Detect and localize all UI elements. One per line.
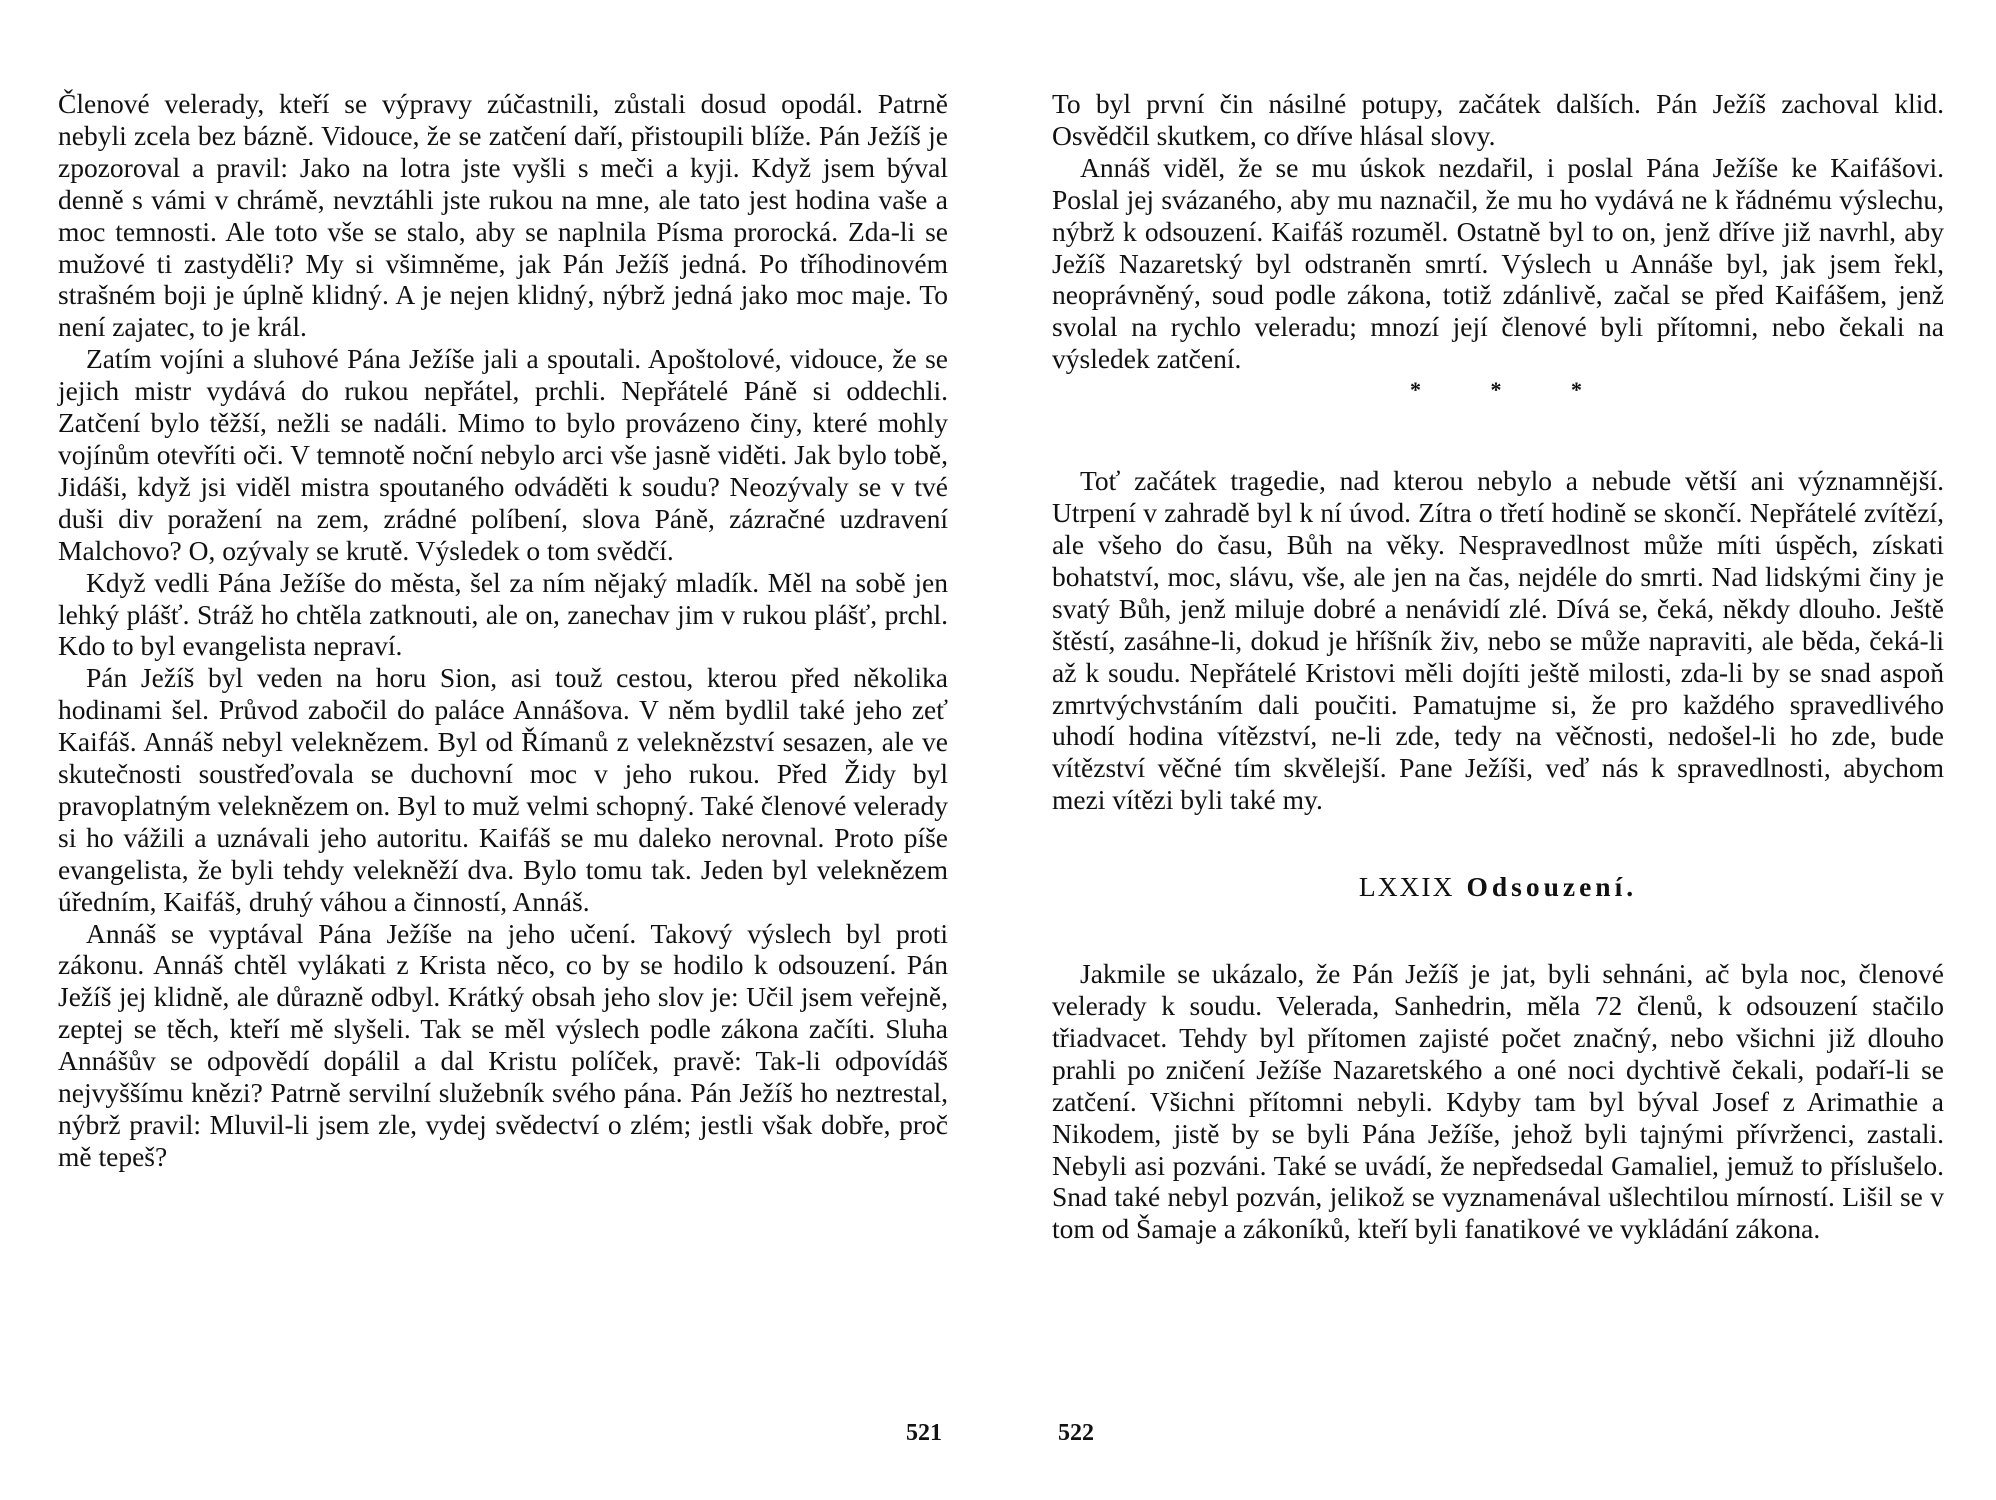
paragraph: Pán Ježíš byl veden na horu Sion, asi touž cestou, kterou před několika hodinami šel. Průvod zabočil do paláce Annášova. V něm bydlil také jeho zeť Kaifáš. Annáš nebyl veleknězem. Byl od Římanů z veleknězství sesazen, ale ve skutečnosti soustřeďovala se duchovní moc v jeho rukou. Před Židy byl pravoplatným veleknězem on. Byl to muž velmi schopný. Také členové velerady si ho vážili a uznávali jeho autoritu. Kaifáš se mu daleko nerovnal. Proto píše evangelista, že byli tehdy velekněží dva. Bylo tomu tak. Jeden byl veleknězem úředním, Kaifáš, druhý váhou a činností, Annáš. [58, 662, 948, 917]
paragraph: Annáš viděl, že se mu úskok nezdařil, i poslal Pána Ježíše ke Kaifášovi. Poslal jej svázaného, aby mu naznačil, že mu ho vydává ne k řádnému výslechu, nýbrž k odsouzení. Kaifáš rozuměl. Ostatně byl to on, jenž dříve již navrhl, aby Ježíš Nazaretský byl odstraněn smrtí. Výslech u Annáše byl, jak jsem řekl, neoprávněný, soud podle zákona, totiž zdánlivě, začal se před Kaifášem, jenž svolal na rychlo veleradu; mnozí její členové byli přítomni, nebo čekali na výsledek zatčení. [1052, 151, 1944, 375]
paragraph: Zatím vojíni a sluhové Pána Ježíše jali a spoutali. Apoštolové, vidouce, že se jejich mistr vydává do rukou nepřátel, prchli. Nepřátelé Páně si oddechli. Zatčení bylo těžší, nežli se nadáli. Mimo to bylo provázeno činy, které mohly vojínům otevříti oči. V temnotě noční nebylo arci vše jasně viděti. Jak bylo tobě, Jidáši, když jsi viděl mistra spoutaného odváděti k soudu? Neozývaly se v tvé duši div poražení na zem, zrádné políbení, slova Páně, zázračné uzdravení Malchovo? O, ozývaly se krutě. Výsledek o tom svědčí. [58, 343, 948, 566]
page-number-right: 522 [1058, 1420, 1094, 1446]
paragraph: Annáš se vyptával Pána Ježíše na jeho učení. Takový výslech byl proti zákonu. Annáš chtěl vylákati z Krista něco, co by se hodilo k odsouzení. Pán Ježíš jej klidně, ale důrazně odbyl. Krátký obsah jeho slov je: Učil jsem veřejně, zeptej se těch, kteří mě slyšeli. Tak se měl výslech podle zákona začíti. Sluha Annášův se odpovědí dopálil a dal Kristu políček, pravě: Tak-li odpovídáš nejvyššímu knězi? Patrně servilní služebník svého pána. Pán Ježíš ho neztrestal, nýbrž pravil: Mluvil-li jsem zle, vydej svědectví o zlém; jestli však dobře, proč mě tepeš? [58, 917, 948, 1172]
left-text-column [58, 88, 948, 1173]
right-text-column [1052, 88, 1944, 1245]
paragraph: Členové velerady, kteří se výpravy zúčastnili, zůstali dosud opodál. Patrně nebyli zcela bez bázně. Vidouce, že se zatčení daří, přistoupili blíže. Pán Ježíš je zpozoroval a pravil: Jako na lotra jste vyšli s meči a kyji. Když jsem býval denně s vámi v chrámě, nevztáhli jste rukou na mne, ale tato jest hodina vaše a moc temnosti. Ale toto vše se stalo, aby se naplnila Písma prorocká. Zda-li se mužové ti zastyděli? My si všimněme, jak Pán Ježíš jedná. Po tříhodinovém strašném boji je úplně klidný. A je nejen klidný, nýbrž jedná jako moc maje. To není zajatec, to je král. [58, 88, 948, 343]
paragraph: To byl první čin násilné potupy, začátek dalších. Pán Ježíš zachoval klid. Osvědčil skutkem, co dříve hlásal slovy. [1052, 88, 1944, 151]
chapter-title: Odsouzení. [1466, 871, 1638, 903]
paragraph: Jakmile se ukázalo, že Pán Ježíš je jat, byli sehnáni, ač byla noc, členové velerady k soudu. Velerada, Sanhedrin, měla 72 členů, k odsouzení stačilo třiadvacet. Tehdy byl přítomen zajisté počet značný, nebo všichni již dlouho prahli po zničení Ježíše Nazaretského a oné noci dychtivě čekali, podaří-li se zatčení. Všichni přítomni nebyli. Kdyby tam byl býval Josef z Arimathie a Nikodem, jistě by se byli Pána Ježíše, jehož byli tajnými přívrženci, zastali. Nebyli asi pozváni. Také se uvádí, že nepředsedal Gamaliel, jemuž to příslušelo. Snad také nebyl pozván, jelikož se vyznamenával ušlechtilou mírností. Lišil se v tom od Šamaje a zákoníků, kteří byli fanatikové ve vykládání zákona. [1052, 958, 1944, 1245]
paragraph: Když vedli Pána Ježíše do města, šel za ním nějaký mladík. Měl na sobě jen lehký plášť. Stráž ho chtěla zatknouti, ale on, zanechav jim v rukou plášť, prchl. Kdo to byl evangelista nepraví. [58, 566, 948, 662]
section-separator: * * * [1410, 377, 1614, 403]
chapter-number: LXXIX [1358, 871, 1455, 903]
chapter-heading [1052, 871, 1944, 903]
paragraph: Toť začátek tragedie, nad kterou nebylo a nebude větší ani významnější. Utrpení v zahradě byl k ní úvod. Zítra o třetí hodině se skončí. Nepřátelé zvítězí, ale všeho do času, Bůh na věky. Nespravedlnost může míti úspěch, získati bohatství, moc, slávu, vše, ale jen na čas, nejdéle do smrti. Nad lidskými činy je svatý Bůh, jenž miluje dobré a nenávidí zlé. Dívá se, čeká, někdy dlouho. Ještě štěstí, zasáhne-li, dokud je hříšník živ, nebo se může napraviti, ale běda, čeká-li až k soudu. Nepřátelé Kristovi měli dojíti ještě milosti, zda-li by se snad aspoň zmrtvýchvstáním dali poučiti. Pamatujme si, že pro každého spravedlivého uhodí hodina vítězství, ne-li zde, tedy na věčnosti, nedošel-li ho zde, bude vítězství věčné tím skvělejší. Pane Ježíši, veď nás k spravedlnosti, abychom mezi vítězi byli také my. [1052, 465, 1944, 816]
page-number-left: 521 [906, 1420, 942, 1446]
right-page [998, 0, 1996, 1500]
